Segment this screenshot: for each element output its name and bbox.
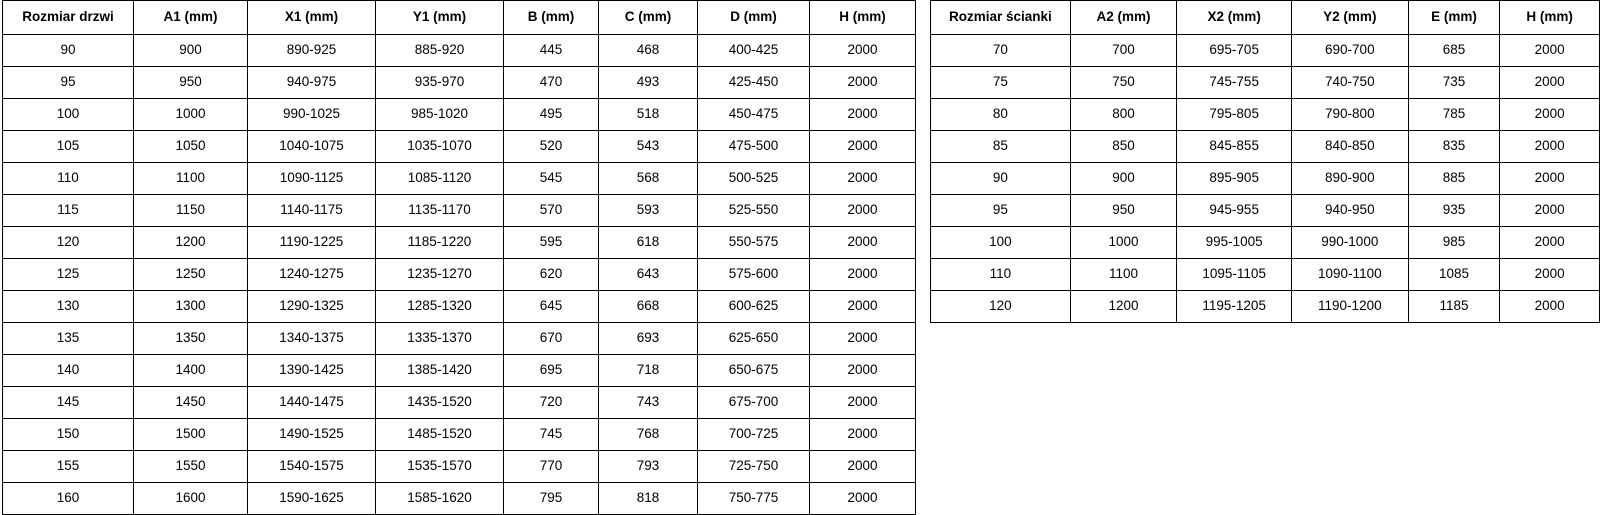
table-cell: 670 [504, 323, 599, 355]
table-cell: 2000 [810, 355, 916, 387]
column-header: Y2 (mm) [1292, 1, 1409, 35]
table-cell: 140 [3, 355, 134, 387]
table-cell: 985-1020 [376, 99, 504, 131]
column-header: Rozmiar ścianki [931, 1, 1071, 35]
table-cell: 125 [3, 259, 134, 291]
table-cell: 718 [599, 355, 698, 387]
column-header: D (mm) [698, 1, 810, 35]
table-cell: 1200 [1070, 291, 1177, 323]
table-cell: 785 [1408, 99, 1500, 131]
table-cell: 2000 [810, 35, 916, 67]
table-cell: 990-1025 [248, 99, 376, 131]
table-cell: 645 [504, 291, 599, 323]
table-cell: 95 [3, 67, 134, 99]
table-row [3, 99, 916, 131]
table-cell: 160 [3, 483, 134, 515]
table-cell: 1435-1520 [376, 387, 504, 419]
table-cell: 1590-1625 [248, 483, 376, 515]
table-cell: 695 [504, 355, 599, 387]
table-cell: 425-450 [698, 67, 810, 99]
table-row [3, 355, 916, 387]
column-header: X2 (mm) [1177, 1, 1292, 35]
table-cell: 1585-1620 [376, 483, 504, 515]
table-cell: 2000 [810, 163, 916, 195]
table-cell: 900 [134, 35, 248, 67]
table-row [3, 35, 916, 67]
table-row [3, 259, 916, 291]
table-cell: 120 [931, 291, 1071, 323]
table-cell: 80 [931, 99, 1071, 131]
table-cell: 110 [931, 259, 1071, 291]
table-cell: 818 [599, 483, 698, 515]
table-cell: 695-705 [1177, 35, 1292, 67]
column-header: H (mm) [810, 1, 916, 35]
table-cell: 2000 [810, 387, 916, 419]
table-cell: 800 [1070, 99, 1177, 131]
table-cell: 1185-1220 [376, 227, 504, 259]
table-cell: 900 [1070, 163, 1177, 195]
table-cell: 650-675 [698, 355, 810, 387]
table-cell: 940-950 [1292, 195, 1409, 227]
table-cell: 2000 [810, 131, 916, 163]
table-row [3, 291, 916, 323]
walls-table-body [931, 35, 1600, 323]
table-cell: 115 [3, 195, 134, 227]
table-row [3, 227, 916, 259]
table-cell: 1250 [134, 259, 248, 291]
table-cell: 1095-1105 [1177, 259, 1292, 291]
table-cell: 885-920 [376, 35, 504, 67]
table-cell: 493 [599, 67, 698, 99]
table-cell: 1240-1275 [248, 259, 376, 291]
table-header-row [931, 1, 1600, 35]
table-cell: 595 [504, 227, 599, 259]
table-row [931, 291, 1600, 323]
table-cell: 1085 [1408, 259, 1500, 291]
table-cell: 470 [504, 67, 599, 99]
table-cell: 1350 [134, 323, 248, 355]
table-cell: 155 [3, 451, 134, 483]
table-cell: 1200 [134, 227, 248, 259]
column-header: A2 (mm) [1070, 1, 1177, 35]
table-row [931, 259, 1600, 291]
table-cell: 770 [504, 451, 599, 483]
table-row [931, 163, 1600, 195]
table-cell: 445 [504, 35, 599, 67]
table-cell: 1035-1070 [376, 131, 504, 163]
table-cell: 1190-1225 [248, 227, 376, 259]
table-cell: 735 [1408, 67, 1500, 99]
table-cell: 885 [1408, 163, 1500, 195]
table-cell: 890-900 [1292, 163, 1409, 195]
walls-table-header [931, 1, 1600, 35]
table-cell: 1450 [134, 387, 248, 419]
doors-dimensions-table-container [2, 0, 916, 515]
table-cell: 570 [504, 195, 599, 227]
table-cell: 675-700 [698, 387, 810, 419]
table-cell: 2000 [810, 259, 916, 291]
table-cell: 145 [3, 387, 134, 419]
table-cell: 935-970 [376, 67, 504, 99]
table-cell: 520 [504, 131, 599, 163]
table-cell: 995-1005 [1177, 227, 1292, 259]
table-cell: 1400 [134, 355, 248, 387]
table-cell: 685 [1408, 35, 1500, 67]
table-cell: 2000 [1500, 35, 1600, 67]
table-cell: 750-775 [698, 483, 810, 515]
table-cell: 2000 [810, 291, 916, 323]
table-cell: 2000 [810, 99, 916, 131]
table-row [3, 419, 916, 451]
table-row [931, 35, 1600, 67]
table-cell: 1100 [1070, 259, 1177, 291]
table-cell: 1000 [1070, 227, 1177, 259]
table-cell: 85 [931, 131, 1071, 163]
table-cell: 600-625 [698, 291, 810, 323]
table-cell: 795 [504, 483, 599, 515]
table-cell: 1150 [134, 195, 248, 227]
table-row [3, 163, 916, 195]
table-cell: 2000 [1500, 259, 1600, 291]
table-row [3, 67, 916, 99]
table-cell: 795-805 [1177, 99, 1292, 131]
table-cell: 2000 [810, 323, 916, 355]
table-cell: 468 [599, 35, 698, 67]
table-cell: 840-850 [1292, 131, 1409, 163]
table-cell: 105 [3, 131, 134, 163]
table-row [3, 323, 916, 355]
table-cell: 543 [599, 131, 698, 163]
table-cell: 1190-1200 [1292, 291, 1409, 323]
table-cell: 1490-1525 [248, 419, 376, 451]
table-cell: 935 [1408, 195, 1500, 227]
table-cell: 700-725 [698, 419, 810, 451]
table-cell: 1290-1325 [248, 291, 376, 323]
column-header: X1 (mm) [248, 1, 376, 35]
table-cell: 1540-1575 [248, 451, 376, 483]
table-cell: 2000 [1500, 131, 1600, 163]
table-cell: 2000 [810, 419, 916, 451]
table-cell: 2000 [810, 67, 916, 99]
table-cell: 1340-1375 [248, 323, 376, 355]
table-cell: 2000 [1500, 67, 1600, 99]
table-row [931, 227, 1600, 259]
table-cell: 1000 [134, 99, 248, 131]
table-row [3, 131, 916, 163]
table-cell: 700 [1070, 35, 1177, 67]
table-cell: 95 [931, 195, 1071, 227]
table-cell: 668 [599, 291, 698, 323]
table-cell: 1090-1100 [1292, 259, 1409, 291]
table-cell: 1090-1125 [248, 163, 376, 195]
table-cell: 1235-1270 [376, 259, 504, 291]
table-cell: 745 [504, 419, 599, 451]
table-header-row [3, 1, 916, 35]
table-cell: 745-755 [1177, 67, 1292, 99]
table-cell: 90 [931, 163, 1071, 195]
table-cell: 1390-1425 [248, 355, 376, 387]
table-row [3, 387, 916, 419]
table-cell: 1385-1420 [376, 355, 504, 387]
table-row [3, 483, 916, 515]
doors-dimensions-table [2, 0, 916, 515]
table-cell: 1440-1475 [248, 387, 376, 419]
table-cell: 575-600 [698, 259, 810, 291]
walls-dimensions-table-container [930, 0, 1600, 323]
table-cell: 743 [599, 387, 698, 419]
table-cell: 643 [599, 259, 698, 291]
table-cell: 725-750 [698, 451, 810, 483]
table-cell: 950 [1070, 195, 1177, 227]
table-cell: 2000 [1500, 163, 1600, 195]
table-cell: 990-1000 [1292, 227, 1409, 259]
table-cell: 1040-1075 [248, 131, 376, 163]
table-cell: 1335-1370 [376, 323, 504, 355]
table-cell: 793 [599, 451, 698, 483]
table-cell: 525-550 [698, 195, 810, 227]
table-cell: 945-955 [1177, 195, 1292, 227]
table-cell: 740-750 [1292, 67, 1409, 99]
table-cell: 1485-1520 [376, 419, 504, 451]
table-cell: 1135-1170 [376, 195, 504, 227]
table-cell: 2000 [810, 451, 916, 483]
table-cell: 940-975 [248, 67, 376, 99]
table-cell: 1100 [134, 163, 248, 195]
table-cell: 1500 [134, 419, 248, 451]
table-cell: 2000 [810, 195, 916, 227]
table-cell: 500-525 [698, 163, 810, 195]
table-cell: 130 [3, 291, 134, 323]
table-cell: 835 [1408, 131, 1500, 163]
table-cell: 100 [931, 227, 1071, 259]
column-header: Y1 (mm) [376, 1, 504, 35]
table-cell: 593 [599, 195, 698, 227]
table-cell: 985 [1408, 227, 1500, 259]
table-cell: 2000 [1500, 99, 1600, 131]
table-cell: 618 [599, 227, 698, 259]
table-row [931, 195, 1600, 227]
table-cell: 890-925 [248, 35, 376, 67]
column-header: A1 (mm) [134, 1, 248, 35]
table-cell: 1600 [134, 483, 248, 515]
table-cell: 110 [3, 163, 134, 195]
column-header: C (mm) [599, 1, 698, 35]
table-cell: 100 [3, 99, 134, 131]
table-row [931, 131, 1600, 163]
column-header: E (mm) [1408, 1, 1500, 35]
table-cell: 845-855 [1177, 131, 1292, 163]
table-cell: 1195-1205 [1177, 291, 1292, 323]
table-cell: 1550 [134, 451, 248, 483]
table-cell: 2000 [1500, 227, 1600, 259]
table-cell: 150 [3, 419, 134, 451]
doors-table-header [3, 1, 916, 35]
table-cell: 750 [1070, 67, 1177, 99]
table-cell: 1285-1320 [376, 291, 504, 323]
table-cell: 90 [3, 35, 134, 67]
table-cell: 568 [599, 163, 698, 195]
table-cell: 400-425 [698, 35, 810, 67]
table-cell: 70 [931, 35, 1071, 67]
table-cell: 895-905 [1177, 163, 1292, 195]
column-header: B (mm) [504, 1, 599, 35]
table-row [3, 451, 916, 483]
table-cell: 2000 [810, 227, 916, 259]
table-cell: 120 [3, 227, 134, 259]
table-cell: 1140-1175 [248, 195, 376, 227]
table-cell: 790-800 [1292, 99, 1409, 131]
table-cell: 1085-1120 [376, 163, 504, 195]
table-cell: 545 [504, 163, 599, 195]
walls-dimensions-table [930, 0, 1600, 323]
table-cell: 475-500 [698, 131, 810, 163]
table-row [3, 195, 916, 227]
table-cell: 625-650 [698, 323, 810, 355]
table-cell: 693 [599, 323, 698, 355]
table-cell: 518 [599, 99, 698, 131]
doors-table-body [3, 35, 916, 515]
table-cell: 950 [134, 67, 248, 99]
column-header: Rozmiar drzwi [3, 1, 134, 35]
column-header: H (mm) [1500, 1, 1600, 35]
table-cell: 135 [3, 323, 134, 355]
table-cell: 450-475 [698, 99, 810, 131]
table-cell: 2000 [1500, 291, 1600, 323]
table-cell: 1300 [134, 291, 248, 323]
table-cell: 768 [599, 419, 698, 451]
table-cell: 1050 [134, 131, 248, 163]
table-cell: 720 [504, 387, 599, 419]
table-row [931, 67, 1600, 99]
table-cell: 850 [1070, 131, 1177, 163]
table-cell: 550-575 [698, 227, 810, 259]
table-cell: 495 [504, 99, 599, 131]
table-cell: 1535-1570 [376, 451, 504, 483]
table-cell: 1185 [1408, 291, 1500, 323]
table-cell: 2000 [810, 483, 916, 515]
table-cell: 2000 [1500, 195, 1600, 227]
table-cell: 690-700 [1292, 35, 1409, 67]
table-row [931, 99, 1600, 131]
table-cell: 75 [931, 67, 1071, 99]
table-cell: 620 [504, 259, 599, 291]
